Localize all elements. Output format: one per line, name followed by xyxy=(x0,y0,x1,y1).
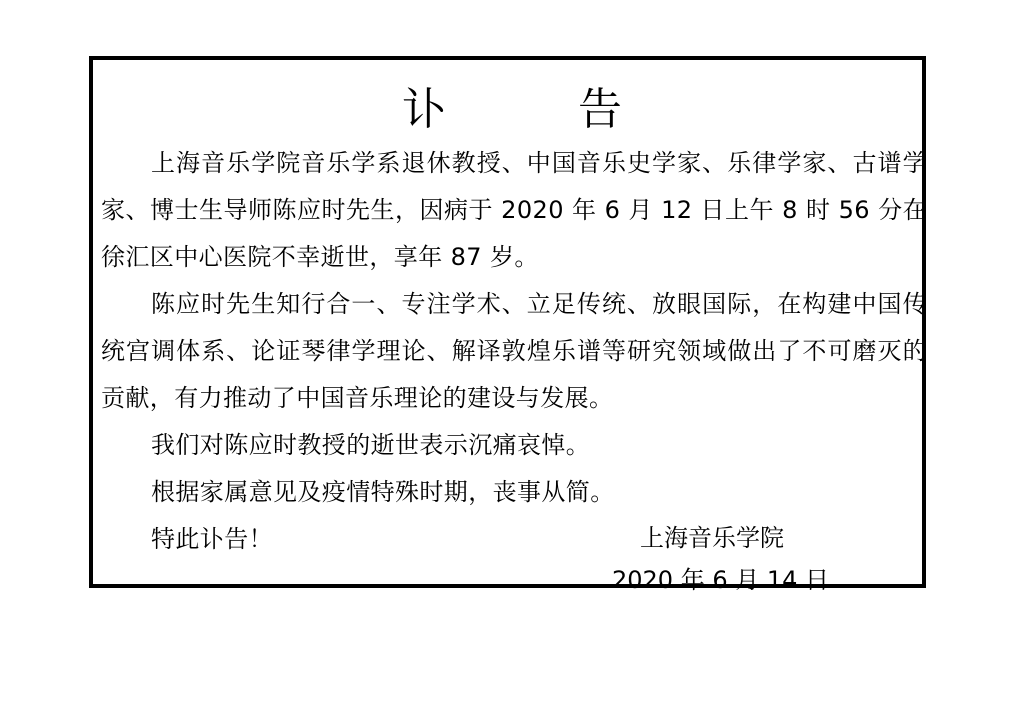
notice-title: 讣 告 xyxy=(402,84,666,135)
signature-organization: 上海音乐学院 xyxy=(640,524,784,552)
notice-paragraph-contributions: 陈应时先生知行合一、专注学术、立足传统、放眼国际，在构建中国传统宫调体系、论证琴律学理论、解译敦煌乐谱等研究领域做出了不可磨灭的贡献，有力推动了中国音乐理论的建设与发展。 xyxy=(101,290,927,412)
notice-paragraph-closing: 特此讣告！ xyxy=(151,525,273,553)
notice-paragraph-funeral: 根据家属意见及疫情特殊时期，丧事从简。 xyxy=(151,478,615,506)
notice-paragraph-condolence: 我们对陈应时教授的逝世表示沉痛哀悼。 xyxy=(151,431,591,459)
signature-date: 2020 年 6 月 14 日 xyxy=(612,566,830,594)
notice-body xyxy=(101,140,927,563)
notice-paragraph-announcement: 上海音乐学院音乐学系退休教授、中国音乐史学家、乐律学家、古谱学家、博士生导师陈应时先生，因病于 2020 年 6 月 12 日上午 8 时 56 分在徐汇区中心医院不幸逝世，享年 87 岁。 xyxy=(101,149,927,271)
